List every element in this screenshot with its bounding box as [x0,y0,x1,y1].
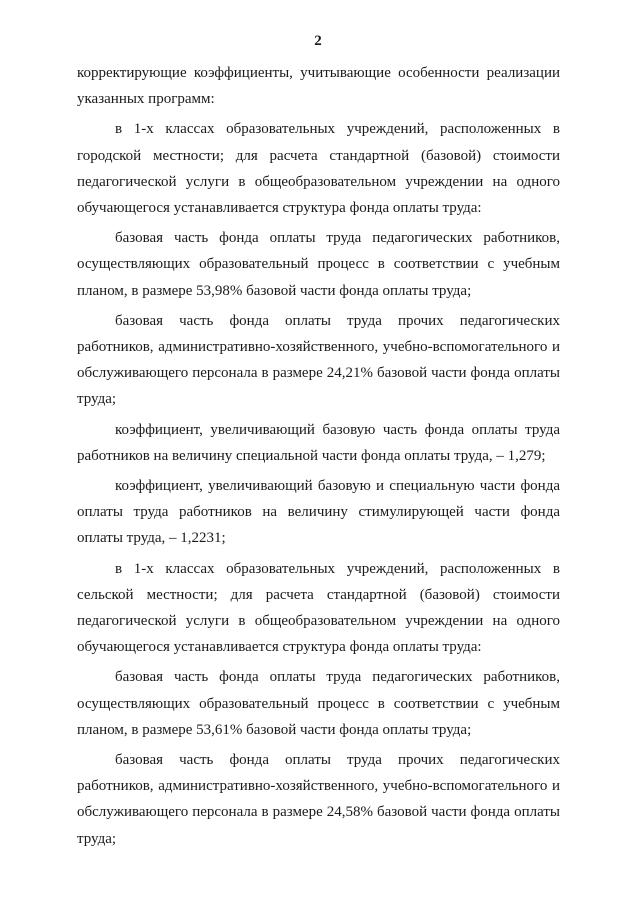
paragraph-rural-teachers-share: базовая часть фонда оплаты труда педагогических работников, осуществляющих образовательный процесс в соответствии с учебным планом, в размере 53,61% базовой части фонда оплаты труда; [77,669,560,738]
paragraph-intro: корректирующие коэффициенты, учитывающие особенности реализации указанных программ: [77,65,560,108]
paragraph-incentive-coefficient: коэффициент, увеличивающий базовую и специальную части фонда оплаты труда работников на величину стимулирующей части фонда оплаты труда, – 1,2231; [77,478,560,547]
paragraph-urban-grade1: в 1-х классах образовательных учреждений, расположенных в городской местности; для расчета стандартной (базовой) стоимости педагогической услуги в общеобразовательном учреждении на одного обучающегося устанавливается структура фонда оплаты труда: [77,121,560,217]
paragraph-urban-teachers-share: базовая часть фонда оплаты труда педагогических работников, осуществляющих образовательный процесс в соответствии с учебным планом, в размере 53,98% базовой части фонда оплаты труда; [77,230,560,299]
paragraph-special-coefficient: коэффициент, увеличивающий базовую часть фонда оплаты труда работников на величину специальной части фонда оплаты труда, – 1,279; [77,421,560,464]
page-number: 2 [314,33,322,49]
paragraph-rural-grade1: в 1-х классах образовательных учреждений, расположенных в сельской местности; для расчета стандартной (базовой) стоимости педагогической услуги в общеобразовательном учреждении на одного обучающегося устанавливается структура фонда оплаты труда: [77,560,560,656]
document-body [77,60,560,856]
paragraph-urban-other-staff-share: базовая часть фонда оплаты труда прочих педагогических работников, административно-хозяйственного, учебно-вспомогательного и обслуживающего персонала в размере 24,21% базовой части фонда оплаты труда; [77,312,560,408]
paragraph-rural-other-staff-share: базовая часть фонда оплаты труда прочих педагогических работников, административно-хозяйственного, учебно-вспомогательного и обслуживающего персонала в размере 24,58% базовой части фонда оплаты труда; [77,752,560,847]
